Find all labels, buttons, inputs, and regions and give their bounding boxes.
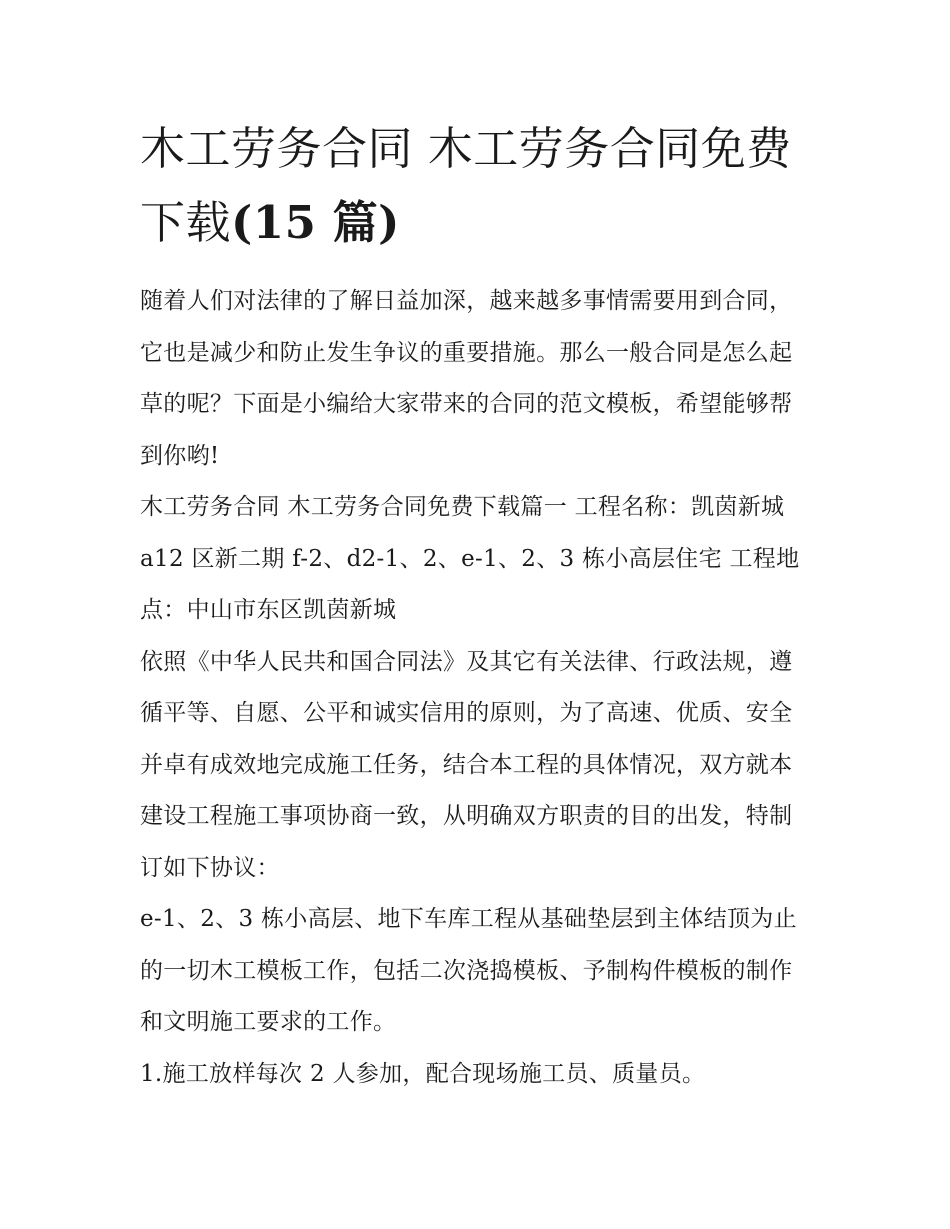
document-page <box>140 112 815 1100</box>
paragraph-item-1: 1.施工放样每次 2 人参加，配合现场施工员、质量员。 <box>140 1060 706 1087</box>
title-main: 木工劳务合同 木工劳务合同免费下载 <box>140 122 792 249</box>
paragraph-legal-basis: 依照《中华人民共和国合同法》及其它有关法律、行政法规，遵循平等、自愿、公平和诚实信用的原则，为了高速、优质、安全并卓有成效地完成施工任务，结合本工程的具体情况，双方就本建设工程施工事项协商一致，从明确双方职责的目的出发，特制订如下协议： <box>140 648 793 881</box>
title-suffix: (15 篇) <box>231 196 400 249</box>
document-title <box>140 112 815 260</box>
paragraph-scope: e-1、2、3 栋小高层、地下车库工程从基础垫层到主体结顶为止的一切木工模板工作，包括二次浇捣模板、予制构件模板的制作和文明施工要求的工作。 <box>140 906 797 1035</box>
paragraph-intro: 随着人们对法律的了解日益加深，越来越多事情需要用到合同，它也是减少和防止发生争议的重要措施。那么一般合同是怎么起草的呢？下面是小编给大家带来的合同的范文模板，希望能够帮到你哟! <box>140 288 793 469</box>
paragraph-project-info: 木工劳务合同 木工劳务合同免费下载篇一 工程名称：凯茵新城 a12 区新二期 f-2、d2-1、2、e-1、2、3 栋小高层住宅 工程地点：中山市东区凯茵新城 <box>140 494 800 623</box>
